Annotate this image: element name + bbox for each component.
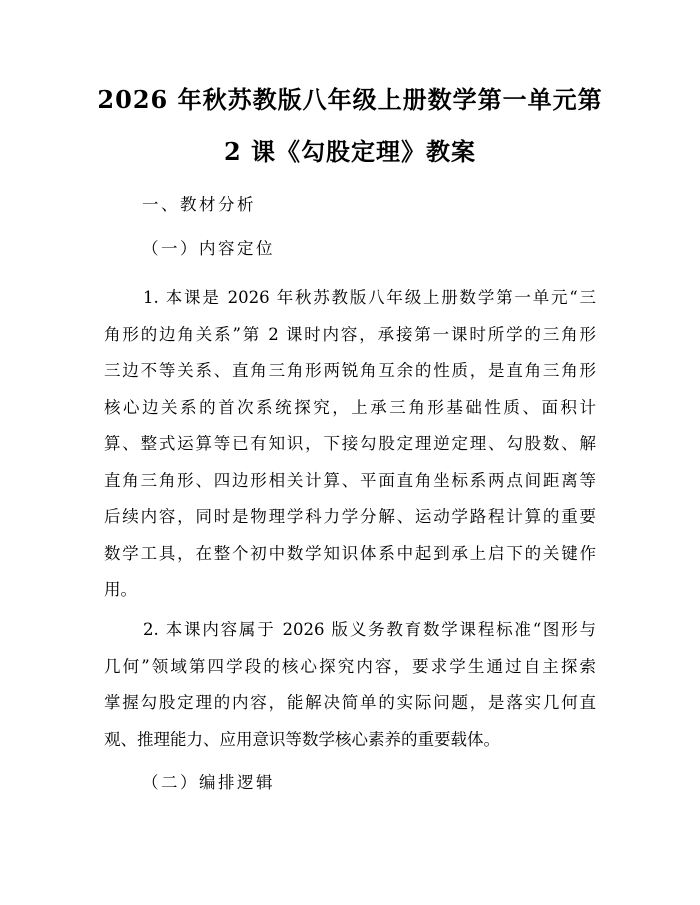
- paragraph-line: 掌握勾股定理的内容，能解决简单的实际问题，是落实几何直: [104, 693, 596, 712]
- paragraph-line: 几何”领域第四学段的核心探究内容，要求学生通过自主探索: [104, 656, 596, 676]
- paragraph-curriculum-standard: [104, 612, 596, 758]
- section-heading-textbook-analysis: 一、教材分析: [142, 195, 256, 214]
- paragraph-line: 核心边关系的首次系统探究，上承三角形基础性质、面积计: [104, 397, 596, 417]
- paragraph-line: 观、推理能力、应用意识等数学核心素养的重要载体。: [104, 729, 500, 749]
- paragraph-line: 角形的边角关系”第 2 课时内容，承接第一课时所学的三角形: [104, 324, 596, 344]
- paragraph-line: 后续内容，同时是物理学科力学分解、运动学路程计算的重要: [104, 507, 596, 526]
- document-title-line-2: 2 课《勾股定理》教案: [223, 137, 477, 166]
- paragraph-line: 三边不等关系、直角三角形两锐角互余的性质，是直角三角形: [104, 361, 596, 380]
- paragraph-content-positioning: [104, 280, 596, 609]
- paragraph-line: 数学工具，在整个初中数学知识体系中起到承上启下的关键作: [104, 543, 596, 563]
- paragraph-line: 2. 本课内容属于 2026 版义务教育数学课程标准“图形与: [143, 620, 596, 639]
- paragraph-line: 1. 本课是 2026 年秋苏教版八年级上册数学第一单元“三: [143, 288, 596, 307]
- paragraph-line: 直角三角形、四边形相关计算、平面直角坐标系两点间距离等: [104, 470, 596, 490]
- subsection-heading-content-positioning: （一）内容定位: [142, 239, 275, 258]
- document-title-line-1: 2026 年秋苏教版八年级上册数学第一单元第: [97, 85, 603, 114]
- paragraph-line: 用。: [104, 580, 137, 599]
- subsection-heading-arrangement-logic: （二）编排逻辑: [142, 773, 275, 792]
- paragraph-line: 算、整式运算等已有知识，下接勾股定理逆定理、勾股数、解: [104, 434, 596, 453]
